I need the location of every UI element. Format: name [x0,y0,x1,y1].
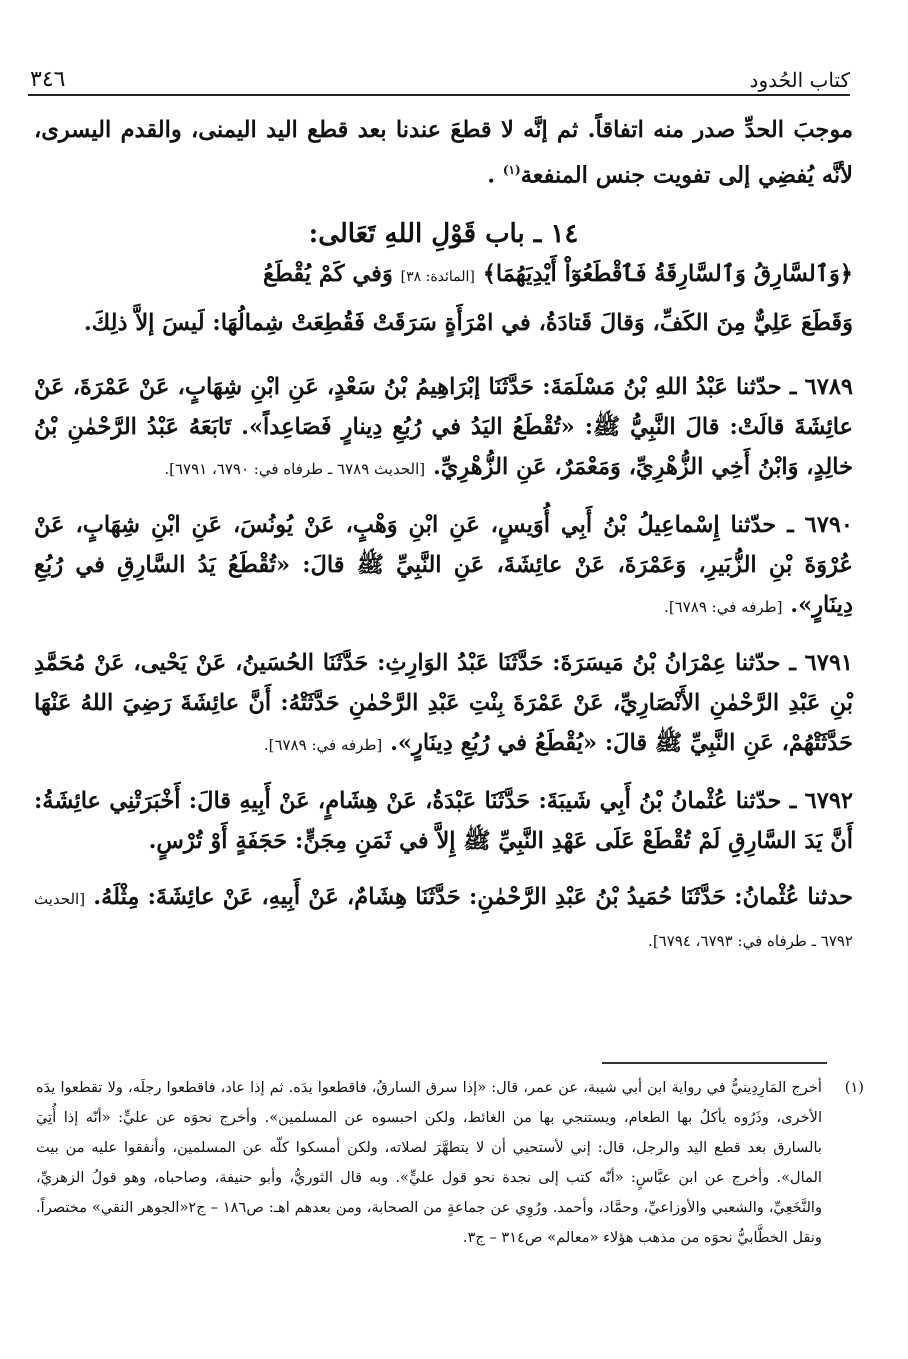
hadith-reference: [الحديث ٦٧٩٢ ـ طرفاه في: ٦٧٩٣، ٦٧٩٤]. [34,889,853,950]
running-header [30,58,850,92]
footnote-text: أخرج المَارِدِينيُّ في رواية ابن أبي شيبة، عن عمر، قال: «إذا سرق السارقُ، فاقطعوا يدَه. ثم إذا عاد، فاقطعوا رجلَه، ولا تقطعوا يدَه الأخرى، وذَرُوه يأكلُ بها الطعام، ويستنجي بها من الغائط، ولكن احبسوه عن المسلمين». وأخرج نحوَه عن عليٍّ: «أنّه إذا أُتِيَ بالسارق بعد قطع اليد والرجل، قال: إني لأستحيي أن لا يتطهَّرَ لصلاته، ولكن أمسكوا كلّه عن المسلمين، وأنفقوا عليه من بيت المال». وأخرج عن ابن عبَّاسٍ: «أنّه كتب إلى نجدة نحو قول عليٍّ». وبه قال الثوريُّ، وأبو حنيفة، وصاحباه، وهو قولُ الزهريِّ، والنَّخَعِيِّ، والشعبي والأوزاعيِّ، وحمَّاد، وأحمد. ورُوِي عن جماعةٍ من الصحابة، ومن بعدهم اهـ: ص١٨٦ – ج٢«الجوهر النقي» مختصراً. ونقل الخطَّابيُّ نحوَه من مذهب هؤلاء «معالم» ص٣١٤ – ج٣. [36,1079,823,1246]
hadith-reference: [طرفه في: ٦٧٨٩]. [263,735,383,754]
footnote-ref: (١) [502,163,521,177]
quran-verse: ﴿وَٱلسَّارِقُ وَٱلسَّارِقَةُ فَٱقْطَعُوٓاْ أَيْدِيَهُمَا﴾ [482,260,853,287]
hadith-text: ٦٧٩١ ـ حدّثنا عِمْرَانُ بْنُ مَيسَرَةَ: حَدَّثَنَا عَبْدُ الوَارِثِ: حَدَّثَنَا الحُسَينُ، عَنْ يَحْيى، عَنْ مُحَمَّدِ بْنِ عَبْدِ الرَّحْمٰنِ الأَنْصَارِيِّ، عَنْ عَمْرَةَ بِنْتِ عَبْدِ الرَّحْمٰنِ حَدَّثَتْهُ: أَنَّ عائِشَةَ رَضِيَ اللهُ عَنْهَا حَدَّثَتْهُمْ، عَنِ النَّبِيِّ ﷺ قالَ: «يُقْطَعُ في رُبُعِ دِينَارٍ». [34,649,853,756]
footnote-rule [602,1062,827,1064]
chapter-text: وَقَطَعَ عَلِيٌّ مِنَ الكَفِّ، وَقالَ قَتادَةُ، في امْرَأَةٍ سَرَقَتْ فَقُطِعَتْ شِمالُهَا: لَيسَ إلاَّ ذلِكَ. [83,309,853,336]
intro-text: موجبَ الحدِّ صدر منه اتفاقاً. ثم إنَّه لا قطعَ عندنا بعد قطع اليد اليمنى، والقدم اليسرى، لأنَّه يُفضِي إلى تفويت جنس المنفعة [34,117,853,189]
header-rule [28,94,850,96]
chapter-title: ١٤ ـ باب قَوْلِ اللهِ تَعَالى: [308,218,579,249]
footnote [36,1073,864,1253]
hadith-text: ٦٧٩٠ ـ حدّثنا إِسْماعِيلُ بْنُ أَبِي أُوَيسٍ، عَنِ ابْنِ وَهْبٍ، عَنْ يُونُسَ، عَنِ ابْنِ شِهَابٍ، عَنْ عُرْوَةَ بْنِ الزُّبَيرِ، وَعَمْرَةَ، عَنْ عائِشَةَ، عَنِ النَّبِيِّ ﷺ قالَ: «تُقْطَعُ يَدُ السَّارِقِ في رُبُعِ دِينَارٍ». [34,511,853,618]
main-text [34,110,853,961]
hadith-text: حدثنا عُثْمانُ: حَدَّثَنَا حُمَيدُ بْنُ عَبْدِ الرَّحْمٰنِ: حَدَّثَنَا هِشَامٌ، عَنْ أَبِيهِ، عَنْ عائِشَةَ: مِثْلَهُ. [93,883,853,910]
hadith-text: ٦٧٨٩ ـ حدّثنا عَبْدُ اللهِ بْنُ مَسْلَمَةَ: حَدَّثَنَا إبْرَاهِيمُ بْنُ سَعْدٍ، عَنِ ابْنِ شِهَابٍ، عَنْ عَمْرَةَ، عَنْ عائِشَةَ قالَتْ: قالَ النَّبِيُّ ﷺ: «تُقْطَعُ اليَدُ في رُبُعِ دِينارٍ فَصَاعِداً». تَابَعَهُ عَبْدُ الرَّحْمٰنِ بْنُ خالِدٍ، وَابْنُ أَخِي الزُّهْرِيِّ، وَمَعْمَرٌ، عَنِ الزُّهْرِيِّ. [34,373,853,480]
verse-reference: [المائدة: ٣٨] [400,268,475,285]
hadith-reference: [الحديث ٦٧٨٩ ـ طرفاه في: ٦٧٩٠، ٦٧٩١]. [164,459,426,478]
book-title: كتاب الحُدود [749,68,850,92]
page-number: ٣٤٦ [30,67,66,92]
chapter-heading-tail: وَفي كَمْ يُقْطَعُ [263,260,393,287]
hadith-6792-variant [34,877,853,961]
hadith-6792 [34,781,853,861]
hadith-6789 [34,367,853,489]
intro-tail: . [487,162,503,189]
chapter-verse-line [34,254,853,297]
hadith-text: ٦٧٩٢ ـ حدّثنا عُثْمانُ بْنُ أَبِي شَيبَةَ: حَدَّثَنَا عَبْدَةُ، عَنْ هِشَامٍ، عَنْ أَبِيهِ قالَ: أَخْبَرَتْنِي عائِشَةُ: أَنَّ يَدَ السَّارِقِ لَمْ تُقْطَعْ عَلَى عَهْدِ النَّبِيِّ ﷺ إِلاَّ في ثَمَنِ مِجَنٍّ: حَجَفَةٍ أَوْ تُرْسٍ. [34,787,853,854]
intro-paragraph [34,110,853,196]
hadith-6791 [34,643,853,765]
hadith-reference: [طرفه في: ٦٧٨٩]. [664,597,783,616]
hadith-6790 [34,505,853,627]
footnote-marker: (١) [844,1079,864,1096]
